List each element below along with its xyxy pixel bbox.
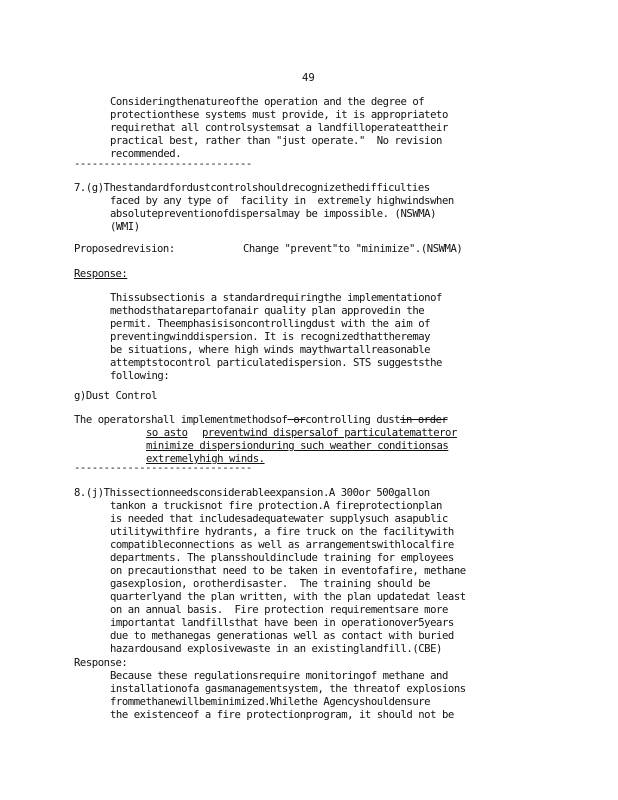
page-number: 49 <box>302 72 315 84</box>
separator-line: ------------------------------ <box>74 462 252 474</box>
response2-line: frommethanewillbeminimized.Whilethe Agencyshouldensure <box>110 696 431 708</box>
proposed-text: Change "prevent"to "minimize".(NSWMA) <box>243 243 463 255</box>
dust-control-paragraph <box>74 414 448 427</box>
response1-line: Thissubsectionis a standardrequiringthe implementationof <box>110 292 442 304</box>
response1-line: be situations, where high winds maythwartallreasonable <box>110 344 431 356</box>
item8-line: due to methanegas generationas well as contact with buried <box>110 630 454 642</box>
dust-plain-text: The operatorshall implementmethodsof <box>74 414 288 426</box>
item7-line: faced by any type of facility in extremely highwindswhen <box>110 195 454 207</box>
item7-line: absolutepreventionofdispersalmay be impossible. (NSWMA) <box>110 208 437 220</box>
item8-line: is needed that includesadequatewater supplysuch asapublic <box>110 513 448 525</box>
item7-line: (WMI) <box>110 221 140 233</box>
response1-line: following: <box>110 370 170 382</box>
response2-line: the existenceof a fire protectionprogram, it should not be <box>110 709 454 721</box>
intro-line: recommended. <box>110 148 182 160</box>
intro-line: practical best, rather than "just operate." No revision <box>110 135 442 147</box>
response1-line: methodsthatarepartofanair quality plan approvedin the <box>110 305 425 317</box>
response1-line: preventingwinddispersion. It is recognizedthattheremay <box>110 331 431 343</box>
response-label: Response: <box>74 268 128 280</box>
response1-line: attemptstocontrol particulatedispersion. STS suggeststhe <box>110 357 442 369</box>
inserted-text: extremelyhigh winds. <box>146 453 265 465</box>
item8-line: departments. The plansshouldinclude training for employees <box>110 552 454 564</box>
struck-text: in order <box>400 414 448 426</box>
proposed-label: Proposedrevision: <box>74 243 175 255</box>
response2-line: Because these regulationsrequire monitoringof methane and <box>110 670 448 682</box>
inserted-text: preventwind dispersalof particulatematteror <box>202 427 457 439</box>
item8-line: 8.(j)Thissectionneedsconsiderableexpansion.A 300or 500gallon <box>74 487 430 499</box>
item8-line: on an annual basis. Fire protection requirementsare more <box>110 604 448 616</box>
response1-line: permit. Theemphasisisoncontrollingdust with the aim of <box>110 318 431 330</box>
struck-text: or <box>287 414 306 426</box>
response-label: Response: <box>74 657 128 669</box>
intro-line: requirethat all controlsystemsat a landfilloperateattheir <box>110 122 448 134</box>
item8-line: on precautionsthat need to be taken in eventofafire, methane <box>110 565 466 577</box>
item8-line: utilitywithfire hydrants, a fire truck on the facilitywith <box>110 526 454 538</box>
inserted-text: minimize dispersionduring such weather conditionsas <box>146 440 449 452</box>
inserted-text: so asto <box>146 427 188 439</box>
separator-line: ------------------------------ <box>74 158 252 170</box>
response2-line: installationofa gasmanagementsystem, the threatof explosions <box>110 683 466 695</box>
item8-line: hazardousand explosivewaste in an existinglandfill.(CBE) <box>110 643 442 655</box>
item8-line: gasexplosion, orotherdisaster. The training should be <box>110 578 431 590</box>
item8-line: quarterlyand the plan written, with the plan updatedat least <box>110 591 466 603</box>
item8-line: compatibleconnections as well as arrangementswithlocalfire <box>110 539 454 551</box>
item7-line: 7.(g)Thestandardfordustcontrolshouldrecognizethedifficulties <box>74 182 430 194</box>
intro-line: Consideringthenatureofthe operation and the degree of <box>110 96 425 108</box>
dust-control-heading: g)Dust Control <box>74 390 157 402</box>
dust-mid-text: controlling dust <box>305 414 401 426</box>
item8-line: tankon a truckisnot fire protection.A fireprotectionplan <box>110 500 442 512</box>
intro-line: protectionthese systems must provide, it is appropriateto <box>110 109 448 121</box>
item8-line: importantat landfillsthat have been in operationover5years <box>110 617 454 629</box>
